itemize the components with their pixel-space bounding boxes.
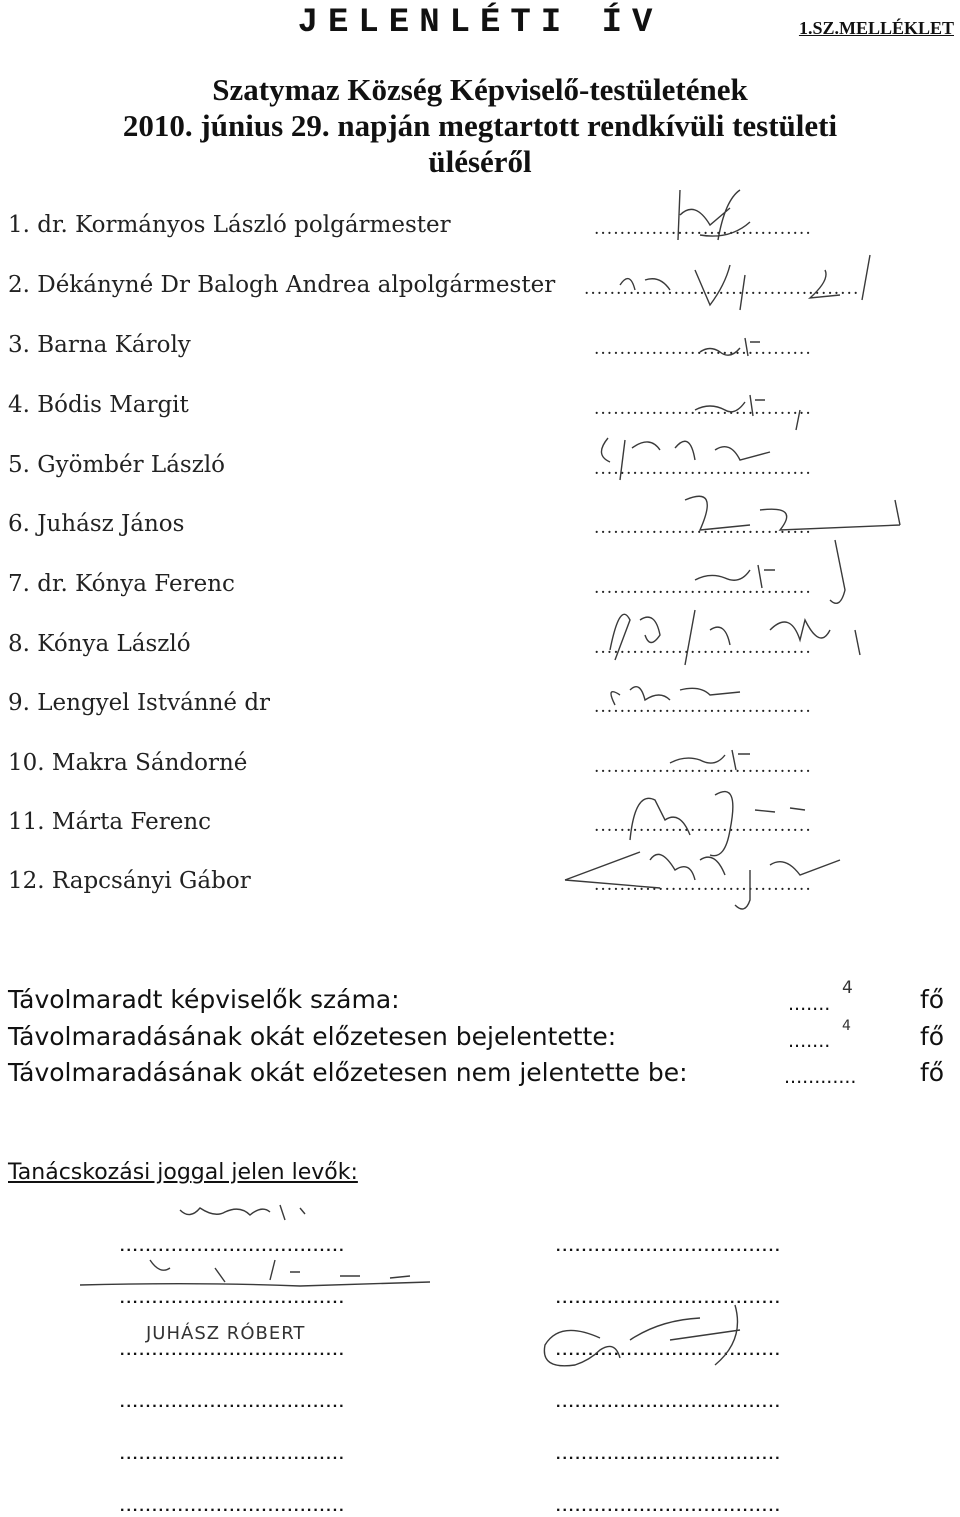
signature-line: .................................. [594, 638, 812, 658]
advisory-line: ................................... [556, 1498, 782, 1515]
advisory-line: ................................... [120, 1498, 346, 1515]
member-name: 7. dr. Kónya Ferenc [8, 571, 235, 597]
absent-count-label: Távolmaradt képviselők száma: [8, 985, 400, 1014]
signature-line: .................................. [594, 219, 812, 239]
advisory-handwritten-signatures [0, 1190, 960, 1390]
document-title: JELENLÉTI ÍV [297, 4, 663, 42]
absent-count-unit: fő [920, 985, 945, 1014]
advisory-line: ................................... [120, 1394, 346, 1411]
signature-line: .................................. [594, 816, 812, 836]
excused-count-label: Távolmaradásának okát előzetesen bejelentette: [8, 1022, 617, 1051]
advisory-line: ................................... [556, 1290, 782, 1307]
handwritten-signatures [600, 180, 920, 920]
signature-line: .................................. [594, 459, 812, 479]
member-name: 3. Barna Károly [8, 332, 191, 358]
unexcused-count-line: ............ [784, 1066, 857, 1088]
signature-line: ........................................... [584, 279, 860, 299]
signature-line: .................................. [594, 757, 812, 777]
member-name: 12. Rapcsányi Gábor [8, 868, 251, 894]
member-name: 10. Makra Sándorné [8, 750, 248, 776]
advisory-line: ................................... [556, 1446, 782, 1463]
excused-count-value: 4 [842, 1018, 851, 1034]
member-name: 2. Dékányné Dr Balogh Andrea alpolgármester [8, 272, 556, 298]
advisory-printed-name: JUHÁSZ RÓBERT [146, 1323, 306, 1344]
member-name: 11. Márta Ferenc [8, 809, 212, 835]
signature-line: .................................. [594, 518, 812, 538]
signature-line: .................................. [594, 697, 812, 717]
member-name: 9. Lengyel Istvánné dr [8, 690, 271, 716]
advisory-line: ................................... [120, 1238, 346, 1255]
advisory-attendees-heading: Tanácskozási joggal jelen levők: [8, 1160, 358, 1185]
member-name: 4. Bódis Margit [8, 392, 189, 418]
unexcused-count-label: Távolmaradásának okát előzetesen nem jelentette be: [8, 1058, 688, 1087]
meeting-heading-line2: 2010. június 29. napján megtartott rendkívüli testületi [122, 108, 838, 143]
member-name: 5. Gyömbér László [8, 452, 226, 478]
advisory-line: ................................... [556, 1394, 782, 1411]
excused-count-line: ....... [788, 1030, 831, 1052]
meeting-heading-line3: üléséről [428, 144, 532, 179]
signature-line: .................................. [594, 339, 812, 359]
meeting-heading-line1: Szatymaz Község Képviselő-testületének [212, 72, 748, 107]
excused-count-unit: fő [920, 1022, 945, 1051]
advisory-line: ................................... [556, 1238, 782, 1255]
advisory-line: ................................... [120, 1290, 346, 1307]
absent-count-line: ....... [788, 993, 831, 1015]
absent-count-value: 4 [842, 978, 853, 998]
annex-label: 1.SZ.MELLÉKLET [798, 18, 954, 38]
signature-line: .................................. [594, 399, 812, 419]
member-name: 6. Juhász János [8, 511, 185, 537]
member-name: 1. dr. Kormányos László polgármester [8, 212, 451, 238]
unexcused-count-unit: fő [920, 1058, 945, 1087]
advisory-line: ................................... [120, 1446, 346, 1463]
signature-line: .................................. [594, 578, 812, 598]
advisory-line: ................................... [556, 1342, 782, 1359]
member-name: 8. Kónya László [8, 631, 191, 657]
advisory-line: ................................... [120, 1342, 346, 1359]
signature-line: .................................. [594, 875, 812, 895]
